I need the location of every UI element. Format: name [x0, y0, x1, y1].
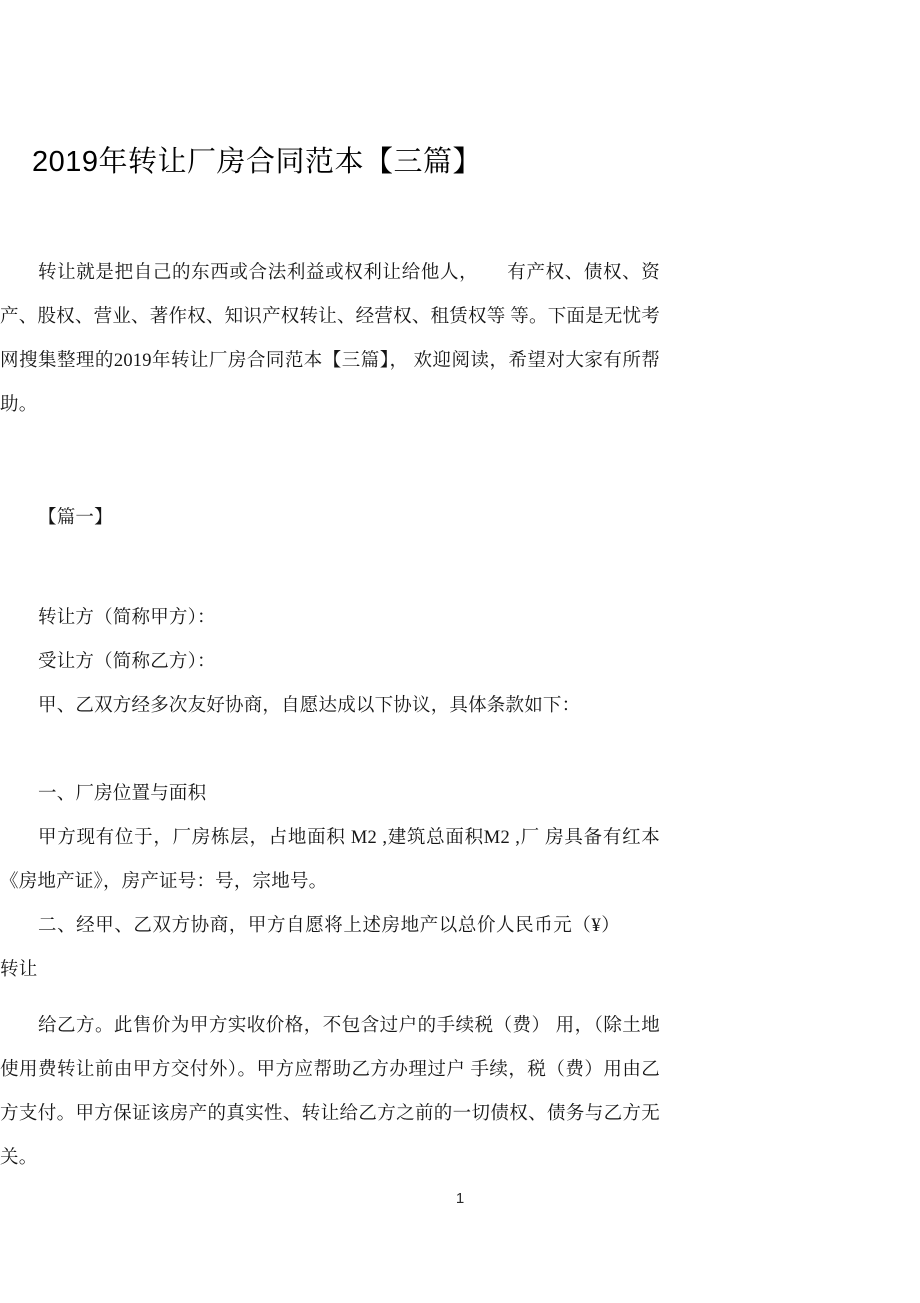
agreement-preamble-paragraph: 甲、乙双方经多次友好协商，自愿达成以下协议，具体条款如下： — [38, 695, 581, 716]
clause-two-heading-paragraph: 二、经甲、乙双方协商，甲方自愿将上述房地产以总价人民币元（¥）转让 — [0, 915, 620, 980]
clause-one-body-paragraph: 甲方现有位于，厂房栋层，占地面积 M2 ,建筑总面积M2 ,厂 房具备有红本《房地产证》，房产证号：号，宗地号。 — [0, 827, 660, 892]
clause-two-body-paragraph: 给乙方。此售价为甲方实收价格，不包含过户的手续税（费） 用，（除土地使用费转让前由甲方交付外）。甲方应帮助乙方办理过户 手续，税（费）用由乙方支付。甲方保证该房产的真实性、转让给乙方之前的一切债权、债务与乙方无关。 — [0, 1015, 660, 1168]
intro-paragraph: 转让就是把自己的东西或合法利益或权利让给他人， 有产权、债权、资产、股权、营业、著作权、知识产权转让、经营权、租赁权等 等。下面是无忧考网搜集整理的2019年转让厂房合同范本【三篇】， 欢迎阅读，希望对大家有所帮助。 — [0, 262, 660, 415]
clause-one-heading: 一、厂房位置与面积 — [38, 783, 207, 804]
section-heading-pian-yi: 【篇一】 — [38, 507, 113, 528]
page-title: 2019年转让厂房合同范本【三篇】 — [32, 146, 483, 178]
page-number: 1 — [455, 1190, 465, 1207]
transferee-party-line: 受让方（简称乙方）： — [38, 651, 216, 672]
transferor-party-line: 转让方（简称甲方）： — [38, 607, 216, 628]
